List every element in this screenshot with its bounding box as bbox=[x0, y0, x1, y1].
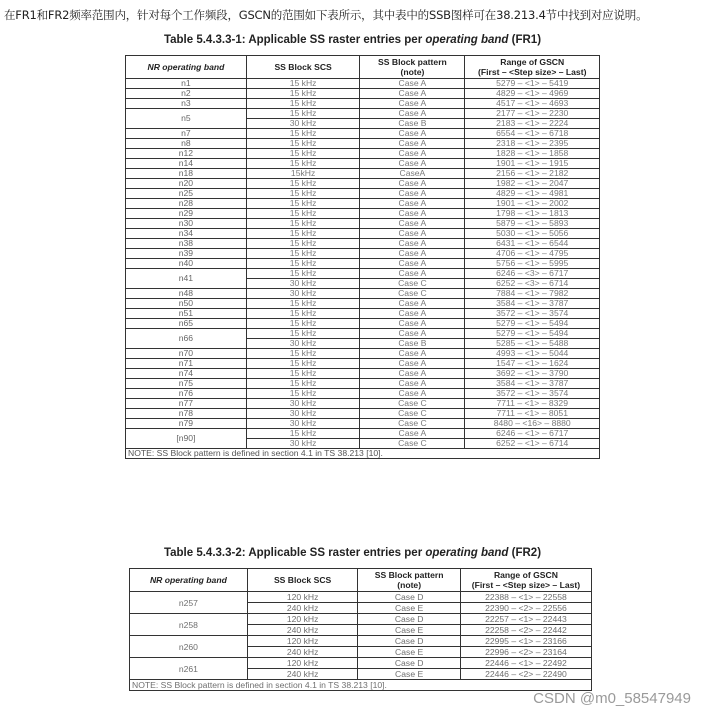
table1-caption-prefix: Table 5.4.3.3-1: Applicable SS raster entries per bbox=[163, 34, 426, 46]
scs-cell: 15 kHz bbox=[246, 319, 360, 329]
pattern-cell: Case A bbox=[360, 209, 465, 219]
watermark: CSDN @m0_58547949 bbox=[533, 690, 691, 707]
gscn-cell: 4993 – <1> – 5044 bbox=[465, 349, 600, 359]
gscn-cell: 1547 – <1> – 1624 bbox=[465, 359, 600, 369]
header-band bbox=[130, 569, 248, 592]
scs-cell: 15 kHz bbox=[246, 219, 360, 229]
pattern-cell: Case C bbox=[360, 279, 465, 289]
gscn-cell: 22995 – <1> – 23166 bbox=[460, 636, 591, 647]
band-cell: n257 bbox=[130, 592, 248, 614]
header-gscn bbox=[460, 569, 591, 592]
band-cell: n40 bbox=[126, 259, 247, 269]
pattern-cell: Case C bbox=[360, 419, 465, 429]
pattern-cell: Case A bbox=[360, 359, 465, 369]
pattern-cell: Case C bbox=[360, 439, 465, 449]
gscn-cell: 2156 – <1> – 2182 bbox=[465, 169, 600, 179]
scs-cell: 15 kHz bbox=[246, 429, 360, 439]
pattern-cell: Case A bbox=[360, 159, 465, 169]
table-row bbox=[130, 658, 592, 669]
gscn-cell: 3572 – <1> – 3574 bbox=[465, 309, 600, 319]
gscn-cell: 1982 – <1> – 2047 bbox=[465, 179, 600, 189]
header-gscn-line1: Range of GSCN bbox=[500, 57, 565, 67]
pattern-cell: Case A bbox=[360, 139, 465, 149]
band-cell: n5 bbox=[126, 109, 247, 129]
band-cell: n74 bbox=[126, 369, 247, 379]
table-row bbox=[126, 219, 600, 229]
pattern-cell: Case E bbox=[358, 647, 460, 658]
pattern-cell: Case D bbox=[358, 636, 460, 647]
header-band bbox=[126, 56, 247, 79]
band-cell: n41 bbox=[126, 269, 247, 289]
gscn-cell: 6252 – <3> – 6714 bbox=[465, 279, 600, 289]
header-pattern-line2: (note) bbox=[400, 67, 425, 77]
gscn-cell: 7884 – <1> – 7982 bbox=[465, 289, 600, 299]
band-cell: n14 bbox=[126, 159, 247, 169]
scs-cell: 30 kHz bbox=[246, 289, 360, 299]
band-cell: n18 bbox=[126, 169, 247, 179]
scs-cell: 15 kHz bbox=[246, 79, 360, 89]
scs-cell: 15 kHz bbox=[246, 239, 360, 249]
gscn-cell: 2318 – <1> – 2395 bbox=[465, 139, 600, 149]
scs-cell: 240 kHz bbox=[247, 647, 358, 658]
band-cell: n25 bbox=[126, 189, 247, 199]
band-cell: n8 bbox=[126, 139, 247, 149]
pattern-cell: Case D bbox=[358, 592, 460, 603]
gscn-cell: 1828 – <1> – 1858 bbox=[465, 149, 600, 159]
header-gscn-line1: Range of GSCN bbox=[493, 570, 558, 580]
pattern-cell: Case A bbox=[360, 229, 465, 239]
pattern-cell: Case A bbox=[360, 299, 465, 309]
gscn-cell: 22388 – <1> – 22558 bbox=[460, 592, 591, 603]
scs-cell: 120 kHz bbox=[247, 658, 358, 669]
band-cell: n75 bbox=[126, 379, 247, 389]
table1-note-row bbox=[126, 449, 600, 459]
gscn-cell: 8480 – <16> – 8880 bbox=[465, 419, 600, 429]
table-row bbox=[126, 299, 600, 309]
table1 bbox=[125, 55, 600, 459]
band-cell: n38 bbox=[126, 239, 247, 249]
band-cell: n28 bbox=[126, 199, 247, 209]
table1-header-row bbox=[126, 56, 600, 79]
scs-cell: 15 kHz bbox=[246, 229, 360, 239]
table2-note-row bbox=[130, 680, 592, 691]
pattern-cell: Case A bbox=[360, 349, 465, 359]
scs-cell: 15 kHz bbox=[246, 389, 360, 399]
scs-cell: 15 kHz bbox=[246, 189, 360, 199]
pattern-cell: Case D bbox=[358, 658, 460, 669]
scs-cell: 15 kHz bbox=[246, 209, 360, 219]
pattern-cell: Case A bbox=[360, 329, 465, 339]
table-row bbox=[126, 159, 600, 169]
band-cell: n76 bbox=[126, 389, 247, 399]
scs-cell: 15 kHz bbox=[246, 129, 360, 139]
gscn-cell: 5285 – <1> – 5488 bbox=[465, 339, 600, 349]
header-band-text: NR operating band bbox=[147, 62, 225, 72]
scs-cell: 15 kHz bbox=[246, 269, 360, 279]
pattern-cell: Case A bbox=[360, 259, 465, 269]
pattern-cell: CaseA bbox=[360, 169, 465, 179]
table2-caption bbox=[0, 547, 705, 559]
table2-body bbox=[130, 592, 592, 680]
header-band-text: NR operating band bbox=[149, 575, 227, 585]
band-cell: n20 bbox=[126, 179, 247, 189]
table2-header-row bbox=[130, 569, 592, 592]
band-cell: n77 bbox=[126, 399, 247, 409]
table-row bbox=[126, 309, 600, 319]
scs-cell: 15kHz bbox=[246, 169, 360, 179]
pattern-cell: Case A bbox=[360, 129, 465, 139]
band-cell: n258 bbox=[130, 614, 248, 636]
scs-cell: 15 kHz bbox=[246, 379, 360, 389]
gscn-cell: 1901 – <1> – 2002 bbox=[465, 199, 600, 209]
gscn-cell: 5279 – <1> – 5494 bbox=[465, 329, 600, 339]
table2-caption-suffix: (FR2) bbox=[508, 547, 542, 559]
pattern-cell: Case E bbox=[358, 603, 460, 614]
pattern-cell: Case A bbox=[360, 219, 465, 229]
pattern-cell: Case A bbox=[360, 379, 465, 389]
gscn-cell: 6246 – <1> – 6717 bbox=[465, 429, 600, 439]
gscn-cell: 4706 – <1> – 4795 bbox=[465, 249, 600, 259]
scs-cell: 15 kHz bbox=[246, 359, 360, 369]
scs-cell: 120 kHz bbox=[247, 614, 358, 625]
table-row bbox=[126, 289, 600, 299]
gscn-cell: 1798 – <1> – 1813 bbox=[465, 209, 600, 219]
scs-cell: 240 kHz bbox=[247, 625, 358, 636]
gscn-cell: 7711 – <1> – 8329 bbox=[465, 399, 600, 409]
scs-cell: 15 kHz bbox=[246, 309, 360, 319]
pattern-cell: Case C bbox=[360, 399, 465, 409]
scs-cell: 15 kHz bbox=[246, 89, 360, 99]
gscn-cell: 7711 – <1> – 8051 bbox=[465, 409, 600, 419]
table-row bbox=[126, 179, 600, 189]
pattern-cell: Case A bbox=[360, 79, 465, 89]
table-row bbox=[126, 79, 600, 89]
gscn-cell: 2177 – <1> – 2230 bbox=[465, 109, 600, 119]
table1-caption-em: operating band bbox=[425, 34, 509, 46]
header-scs: SS Block SCS bbox=[247, 569, 358, 592]
pattern-cell: Case A bbox=[360, 239, 465, 249]
band-cell: n2 bbox=[126, 89, 247, 99]
scs-cell: 15 kHz bbox=[246, 149, 360, 159]
table1-body bbox=[126, 79, 600, 449]
gscn-cell: 4829 – <1> – 4969 bbox=[465, 89, 600, 99]
table-row bbox=[126, 329, 600, 339]
table-row bbox=[126, 249, 600, 259]
pattern-cell: Case A bbox=[360, 189, 465, 199]
table-row bbox=[130, 614, 592, 625]
table-row bbox=[126, 349, 600, 359]
header-pattern-line2: (note) bbox=[397, 580, 422, 590]
pattern-cell: Case A bbox=[360, 179, 465, 189]
band-cell: n70 bbox=[126, 349, 247, 359]
scs-cell: 30 kHz bbox=[246, 439, 360, 449]
pattern-cell: Case A bbox=[360, 109, 465, 119]
gscn-cell: 22996 – <2> – 23164 bbox=[460, 647, 591, 658]
table-row bbox=[126, 89, 600, 99]
scs-cell: 120 kHz bbox=[247, 636, 358, 647]
scs-cell: 15 kHz bbox=[246, 299, 360, 309]
table-row bbox=[126, 429, 600, 439]
pattern-cell: Case A bbox=[360, 199, 465, 209]
scs-cell: 15 kHz bbox=[246, 249, 360, 259]
scs-cell: 15 kHz bbox=[246, 159, 360, 169]
gscn-cell: 5030 – <1> – 5056 bbox=[465, 229, 600, 239]
gscn-cell: 1901 – <1> – 1915 bbox=[465, 159, 600, 169]
pattern-cell: Case A bbox=[360, 269, 465, 279]
table-row bbox=[126, 169, 600, 179]
band-cell: n78 bbox=[126, 409, 247, 419]
table-row bbox=[126, 199, 600, 209]
table1-caption bbox=[0, 34, 705, 46]
scs-cell: 240 kHz bbox=[247, 669, 358, 680]
table-row bbox=[126, 209, 600, 219]
gscn-cell: 3584 – <1> – 3787 bbox=[465, 379, 600, 389]
table-row bbox=[126, 149, 600, 159]
gscn-cell: 6246 – <3> – 6717 bbox=[465, 269, 600, 279]
table1-note: NOTE: SS Block pattern is defined in section 4.1 in TS 38.213 [10]. bbox=[126, 449, 600, 459]
header-gscn-line2: (First – <Step size> – Last) bbox=[478, 67, 587, 77]
pattern-cell: Case A bbox=[360, 89, 465, 99]
pattern-cell: Case C bbox=[360, 289, 465, 299]
scs-cell: 15 kHz bbox=[246, 259, 360, 269]
gscn-cell: 5279 – <1> – 5419 bbox=[465, 79, 600, 89]
header-pattern bbox=[360, 56, 465, 79]
band-cell: n34 bbox=[126, 229, 247, 239]
table-row bbox=[126, 359, 600, 369]
table-row bbox=[126, 399, 600, 409]
scs-cell: 120 kHz bbox=[247, 592, 358, 603]
scs-cell: 30 kHz bbox=[246, 119, 360, 129]
gscn-cell: 6554 – <1> – 6718 bbox=[465, 129, 600, 139]
table-row bbox=[126, 409, 600, 419]
band-cell: n39 bbox=[126, 249, 247, 259]
band-cell: n3 bbox=[126, 99, 247, 109]
pattern-cell: Case A bbox=[360, 249, 465, 259]
scs-cell: 15 kHz bbox=[246, 369, 360, 379]
gscn-cell: 3572 – <1> – 3574 bbox=[465, 389, 600, 399]
band-cell: n71 bbox=[126, 359, 247, 369]
band-cell: n51 bbox=[126, 309, 247, 319]
pattern-cell: Case B bbox=[360, 119, 465, 129]
intro-text: 在FR1和FR2频率范围内，针对每个工作频段，GSCN的范围如下表所示，其中表中的SSB图样可在38.213.4节中找到对应说明。 bbox=[4, 8, 648, 22]
scs-cell: 30 kHz bbox=[246, 339, 360, 349]
band-cell: n50 bbox=[126, 299, 247, 309]
gscn-cell: 5756 – <1> – 5995 bbox=[465, 259, 600, 269]
gscn-cell: 4829 – <1> – 4981 bbox=[465, 189, 600, 199]
gscn-cell: 5279 – <1> – 5494 bbox=[465, 319, 600, 329]
table2 bbox=[129, 568, 592, 691]
band-cell: n12 bbox=[126, 149, 247, 159]
band-cell: [n90] bbox=[126, 429, 247, 449]
scs-cell: 15 kHz bbox=[246, 349, 360, 359]
pattern-cell: Case A bbox=[360, 319, 465, 329]
header-scs: SS Block SCS bbox=[246, 56, 360, 79]
scs-cell: 30 kHz bbox=[246, 419, 360, 429]
header-pattern-line1: SS Block pattern bbox=[378, 57, 447, 67]
scs-cell: 15 kHz bbox=[246, 199, 360, 209]
table1-caption-suffix: (FR1) bbox=[508, 34, 542, 46]
header-pattern bbox=[358, 569, 460, 592]
band-cell: n1 bbox=[126, 79, 247, 89]
gscn-cell: 22258 – <2> – 22442 bbox=[460, 625, 591, 636]
table2-caption-em: operating band bbox=[425, 547, 509, 559]
gscn-cell: 22390 – <2> – 22556 bbox=[460, 603, 591, 614]
scs-cell: 240 kHz bbox=[247, 603, 358, 614]
gscn-cell: 22446 – <2> – 22490 bbox=[460, 669, 591, 680]
band-cell: n7 bbox=[126, 129, 247, 139]
band-cell: n261 bbox=[130, 658, 248, 680]
table-row bbox=[130, 636, 592, 647]
pattern-cell: Case C bbox=[360, 409, 465, 419]
table-row bbox=[130, 592, 592, 603]
table2-caption-prefix: Table 5.4.3.3-2: Applicable SS raster entries per bbox=[163, 547, 426, 559]
gscn-cell: 5879 – <1> – 5893 bbox=[465, 219, 600, 229]
gscn-cell: 22257 – <1> – 22443 bbox=[460, 614, 591, 625]
table2-note: NOTE: SS Block pattern is defined in section 4.1 in TS 38.213 [10]. bbox=[130, 680, 592, 691]
table-row bbox=[126, 139, 600, 149]
scs-cell: 15 kHz bbox=[246, 139, 360, 149]
table-row bbox=[126, 319, 600, 329]
band-cell: n29 bbox=[126, 209, 247, 219]
band-cell: n66 bbox=[126, 329, 247, 349]
header-gscn bbox=[465, 56, 600, 79]
band-cell: n65 bbox=[126, 319, 247, 329]
scs-cell: 30 kHz bbox=[246, 279, 360, 289]
gscn-cell: 22446 – <1> – 22492 bbox=[460, 658, 591, 669]
pattern-cell: Case E bbox=[358, 625, 460, 636]
gscn-cell: 3584 – <1> – 3787 bbox=[465, 299, 600, 309]
pattern-cell: Case A bbox=[360, 149, 465, 159]
pattern-cell: Case A bbox=[360, 389, 465, 399]
table-row bbox=[126, 229, 600, 239]
table-row bbox=[126, 269, 600, 279]
table-row bbox=[126, 129, 600, 139]
pattern-cell: Case B bbox=[360, 339, 465, 349]
pattern-cell: Case A bbox=[360, 309, 465, 319]
scs-cell: 15 kHz bbox=[246, 329, 360, 339]
scs-cell: 30 kHz bbox=[246, 409, 360, 419]
table-row bbox=[126, 379, 600, 389]
table-row bbox=[126, 99, 600, 109]
table-row bbox=[126, 369, 600, 379]
table-row bbox=[126, 239, 600, 249]
gscn-cell: 3692 – <1> – 3790 bbox=[465, 369, 600, 379]
scs-cell: 15 kHz bbox=[246, 99, 360, 109]
header-pattern-line1: SS Block pattern bbox=[374, 570, 444, 580]
pattern-cell: Case A bbox=[360, 429, 465, 439]
gscn-cell: 6431 – <1> – 6544 bbox=[465, 239, 600, 249]
table-row bbox=[126, 389, 600, 399]
band-cell: n30 bbox=[126, 219, 247, 229]
scs-cell: 15 kHz bbox=[246, 109, 360, 119]
scs-cell: 30 kHz bbox=[246, 399, 360, 409]
header-gscn-line2: (First – <Step size> – Last) bbox=[471, 580, 581, 590]
gscn-cell: 4517 – <1> – 4693 bbox=[465, 99, 600, 109]
gscn-cell: 2183 – <1> – 2224 bbox=[465, 119, 600, 129]
gscn-cell: 6252 – <1> – 6714 bbox=[465, 439, 600, 449]
band-cell: n79 bbox=[126, 419, 247, 429]
pattern-cell: Case E bbox=[358, 669, 460, 680]
table-row bbox=[126, 189, 600, 199]
table-row bbox=[126, 419, 600, 429]
table-row bbox=[126, 259, 600, 269]
pattern-cell: Case D bbox=[358, 614, 460, 625]
pattern-cell: Case A bbox=[360, 99, 465, 109]
scs-cell: 15 kHz bbox=[246, 179, 360, 189]
table-row bbox=[126, 109, 600, 119]
pattern-cell: Case A bbox=[360, 369, 465, 379]
band-cell: n260 bbox=[130, 636, 248, 658]
band-cell: n48 bbox=[126, 289, 247, 299]
